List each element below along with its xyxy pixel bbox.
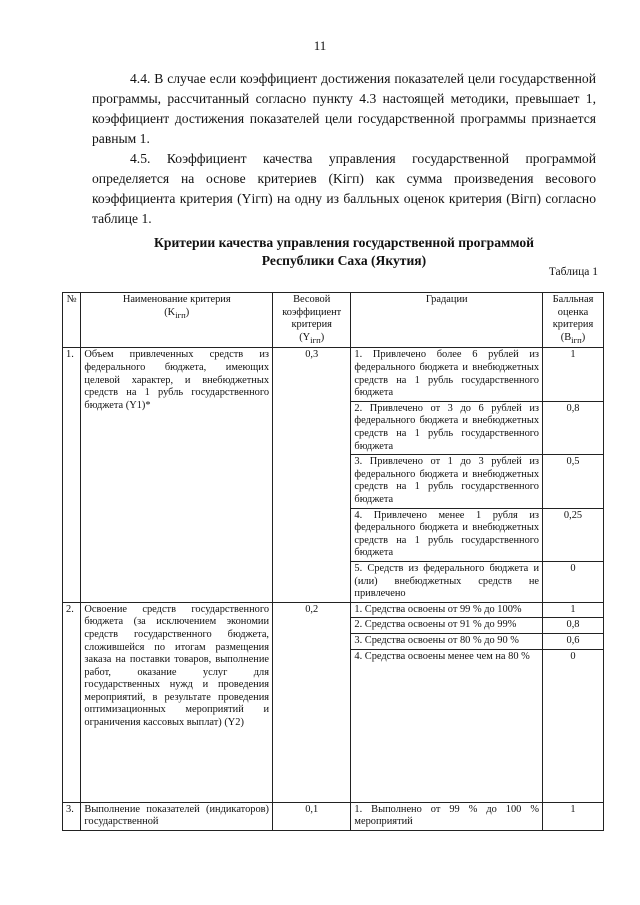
header-weight-sub: ігп: [310, 334, 321, 345]
gradation-score: 0,6: [543, 633, 604, 649]
table-header-row: [63, 293, 604, 348]
gradation-text: 2. Средства освоены от 91 % до 99%: [351, 618, 543, 634]
criterion-name: Освоение средств государственного бюджета (за исключением экономии средств государственного бюджета, сложившейся по итогам размещения заказа на поставки товаров, выполнение работ, оказание услуг для государственных нужд и проведения мероприятий, в результате проведения оптимизационных мероприятий и ограничения кассовых выплат) (Y2): [81, 602, 273, 802]
header-score-l1: Балльная: [552, 294, 594, 305]
gradation-score: 0,25: [543, 508, 604, 561]
header-name-sub: ігп: [175, 309, 186, 320]
gradation-score: 0: [543, 561, 604, 602]
table-title: [92, 234, 596, 270]
table-row: [63, 602, 604, 618]
table-label: Таблица 1: [548, 266, 598, 278]
header-score-sym: B: [564, 331, 572, 343]
gradation-text: 1. Средства освоены от 99 % до 100%: [351, 602, 543, 618]
header-score-l2: оценка: [557, 306, 589, 318]
gradation-score: 0,8: [543, 618, 604, 634]
row-number: 2.: [63, 602, 81, 802]
header-weight-sym: Y: [302, 331, 311, 343]
criteria-table: [62, 292, 604, 831]
header-name-symbol: $(K_{ігп})$: [164, 306, 190, 320]
criterion-name: Выполнение показателей (индикаторов) государственной: [81, 802, 273, 830]
header-weight-l3: критерия: [291, 319, 332, 331]
header-weight-l2: коэффициент: [282, 306, 342, 318]
header-score-l3: критерия: [552, 319, 594, 331]
page-number: 11: [313, 38, 327, 53]
header-weight-symbol: $(Y_{ігп})$: [299, 331, 325, 345]
criterion-weight: 0,3: [273, 348, 351, 602]
header-score-sub: ігп: [571, 334, 582, 345]
gradation-text: 5. Средств из федерального бюджета и (или) внебюджетных средств не привлечено: [351, 561, 543, 602]
gradation-text: 3. Средства освоены от 80 % до 90 %: [351, 633, 543, 649]
gradation-text: 4. Средства освоены менее чем на 80 %: [351, 649, 543, 802]
table-title-line-2: Республики Саха (Якутия): [261, 253, 427, 268]
table-row: [63, 802, 604, 830]
gradation-text: 1. Выполнено от 99 % до 100 % мероприятий: [351, 802, 543, 830]
gradation-text: 1. Привлечено более 6 рублей из федерального бюджета и внебюджетных средств на 1 рубль государственного бюджета: [351, 348, 543, 401]
header-no: №: [63, 293, 81, 348]
gradation-score: 1: [543, 602, 604, 618]
paragraph-4-5: 4.5. Коэффициент качества управления государственной программой определяется на основе критериев (Kігп) как сумма произведения весового коэффициента критерия (Yігп) на одну из балльных оценок критерия (Bігп) согласно таблице 1.: [92, 151, 596, 226]
table-title-line-1: Критерии качества управления государственной программой: [154, 235, 534, 250]
header-gradation: Градации: [351, 293, 543, 348]
row-number: 1.: [63, 348, 81, 602]
gradation-score: 1: [543, 348, 604, 401]
gradation-score: 0,5: [543, 455, 604, 508]
criterion-name: Объем привлеченных средств из федерального бюджета, имеющих целевой характер, и внебюджетных средств на 1 рубль государственного бюджета (Y1)*: [81, 348, 273, 602]
gradation-score: 1: [543, 802, 604, 830]
gradation-text: 3. Привлечено от 1 до 3 рублей из федерального бюджета и внебюджетных средств на 1 рубль государственного бюджета: [351, 455, 543, 508]
gradation-score: 0,8: [543, 401, 604, 454]
table-row: [63, 348, 604, 401]
header-weight-l1: Весовой: [293, 294, 331, 305]
gradation-text: 2. Привлечено от 3 до 6 рублей из федерального бюджета и внебюджетных средств на 1 рубль государственного бюджета: [351, 401, 543, 454]
paragraph-4-4: 4.4. В случае если коэффициент достижения показателей цели государственной программы, рассчитанный согласно пункту 4.3 настоящей методики, превышает 1, коэффициент достижения показателей цели государственной программы признается равным 1.: [92, 71, 596, 146]
header-weight: [273, 293, 351, 348]
criterion-weight: 0,1: [273, 802, 351, 830]
gradation-text: 4. Привлечено менее 1 рубля из федерального бюджета и внебюджетных средств на 1 рубль государственного бюджета: [351, 508, 543, 561]
header-name: [81, 293, 273, 348]
gradation-score: 0: [543, 649, 604, 802]
row-number: 3.: [63, 802, 81, 830]
header-score-symbol: $(B_{ігп})$: [560, 331, 586, 345]
header-name-sym: K: [167, 306, 176, 318]
criterion-weight: 0,2: [273, 602, 351, 802]
header-score: [543, 293, 604, 348]
header-name-text: Наименование критерия: [122, 294, 231, 305]
